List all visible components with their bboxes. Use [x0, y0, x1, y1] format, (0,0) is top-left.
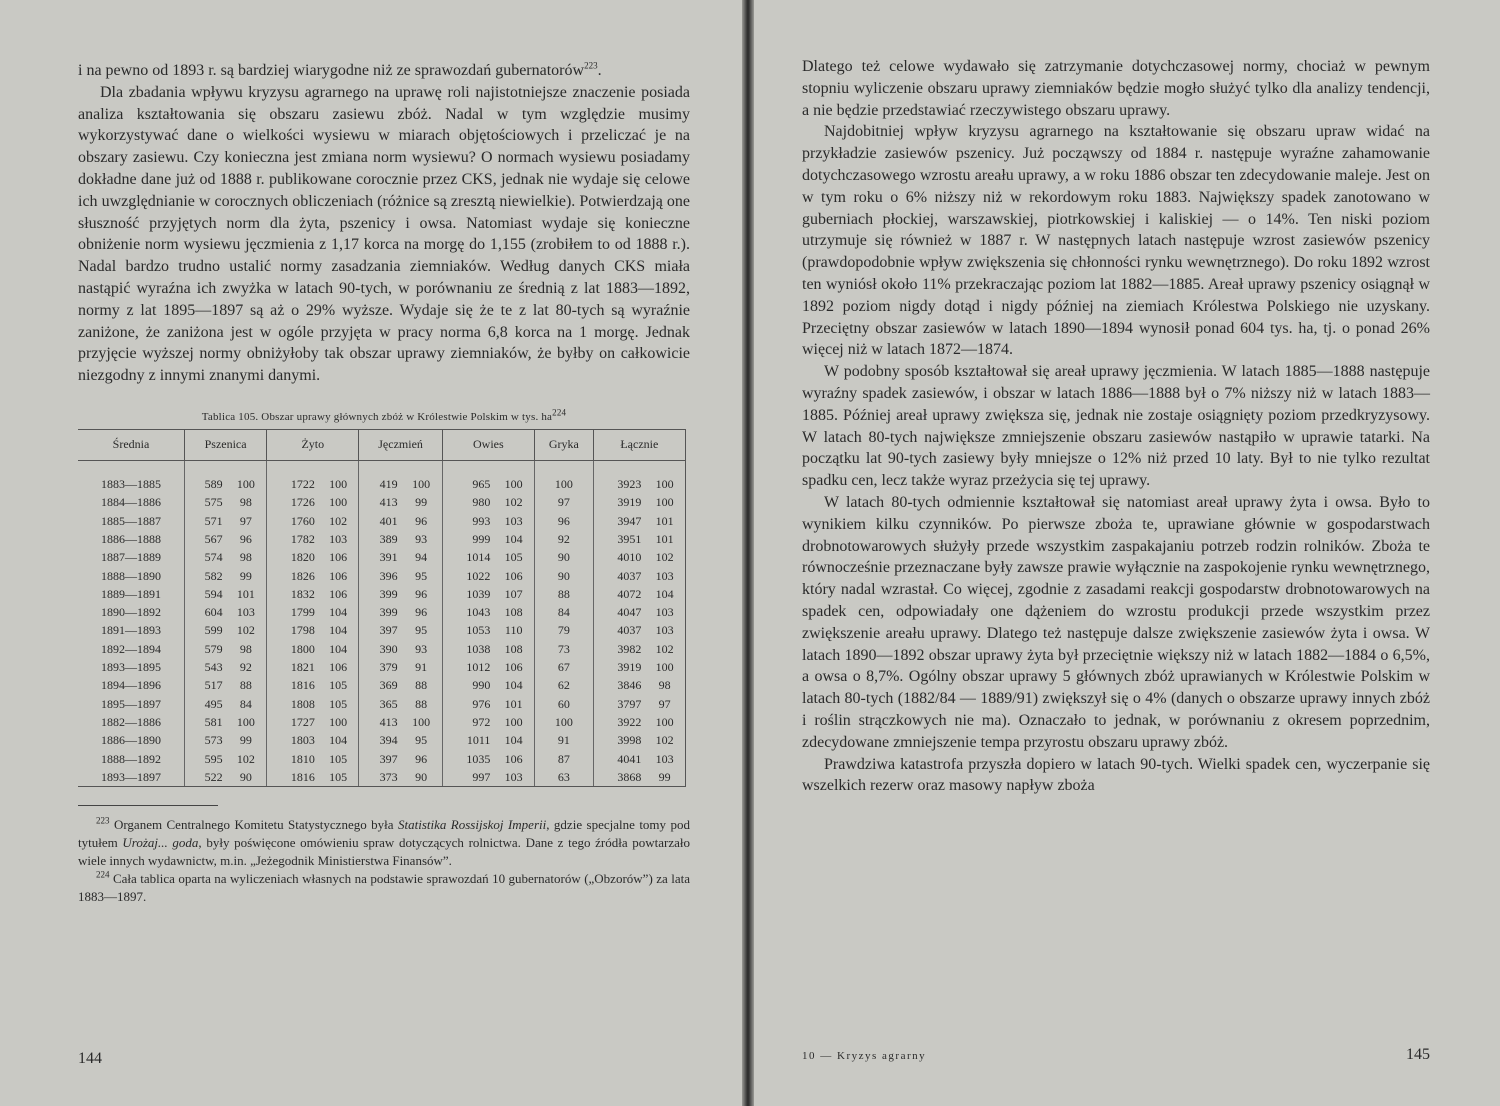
value-cell: 389: [379, 531, 398, 546]
value-cell: 990: [472, 678, 491, 693]
value-cell: 3868: [593, 768, 644, 787]
table-row: [78, 530, 686, 548]
spacer-cell: [493, 460, 534, 475]
value-cell: 3947: [617, 513, 642, 528]
period-cell: 1894—1896: [78, 676, 185, 694]
table-row: [78, 658, 686, 676]
paragraph-catastrophe: Prawdziwa katastrofa przyszła dopiero w latach 90-tych. Wielki spadek cen, wyczerpanie się wszelkich rezerw oraz masowy napływ zboża: [802, 755, 1430, 795]
value-cell: 104: [318, 731, 359, 749]
value-cell: 104: [493, 530, 534, 548]
value-cell: 396: [379, 568, 398, 583]
value-cell: 1821: [290, 660, 315, 675]
value-cell: 98: [226, 493, 267, 511]
value-cell: 102: [226, 621, 267, 639]
value-cell: 104: [318, 603, 359, 621]
value-cell: 100: [644, 713, 685, 731]
value-cell: 1826: [290, 568, 315, 583]
value-cell: 993: [472, 513, 491, 528]
left-page: [0, 0, 742, 1106]
value-cell: 997: [442, 768, 493, 787]
footnote-ref-224[interactable]: 224: [552, 407, 567, 418]
value-cell: 102: [226, 749, 267, 767]
value-cell: 379: [379, 660, 398, 675]
value-cell: 1726: [290, 495, 315, 510]
table-row: [78, 768, 686, 787]
col-header-wheat: Pszenica: [185, 429, 267, 460]
value-cell: 399: [379, 586, 398, 601]
spacer-cell: [267, 460, 318, 475]
value-cell: 1816: [267, 768, 318, 787]
value-cell: 980: [472, 495, 491, 510]
value-cell: 589: [204, 477, 223, 492]
value-cell: 4037: [617, 568, 642, 583]
value-cell: 399: [379, 605, 398, 620]
period-cell: 1892—1894: [78, 640, 185, 658]
value-cell: 365: [379, 696, 398, 711]
value-cell: 103: [493, 768, 534, 787]
value-cell: 99: [226, 731, 267, 749]
value-cell: 100: [493, 475, 534, 493]
value-cell: 100: [318, 475, 359, 493]
value-cell: 103: [644, 566, 685, 584]
spacer-cell: [442, 460, 493, 475]
value-cell: 108: [493, 603, 534, 621]
table-row: [78, 585, 686, 603]
col-header-oats: Owies: [442, 429, 534, 460]
table-row: [78, 749, 686, 767]
value-cell: 105: [318, 768, 359, 787]
table-header-row: [78, 429, 686, 460]
value-cell: 100: [401, 713, 443, 731]
spacer-cell: [534, 460, 593, 475]
value-cell: 102: [318, 512, 359, 530]
period-cell: 1885—1887: [78, 512, 185, 530]
table-row: [78, 603, 686, 621]
value-cell: 1832: [290, 586, 315, 601]
spacer-cell: [78, 460, 185, 475]
value-cell: 1727: [290, 714, 315, 729]
value-cell: 1820: [290, 550, 315, 565]
col-header-total: Łącznie: [593, 429, 685, 460]
value-cell: 96: [401, 512, 443, 530]
value-cell: 91: [401, 658, 443, 676]
value-cell: 98: [226, 548, 267, 566]
period-cell: 1886—1888: [78, 530, 185, 548]
value-cell: 97: [226, 512, 267, 530]
value-cell: 419: [379, 477, 398, 492]
spacer-cell: [359, 460, 401, 475]
table-row: [78, 566, 686, 584]
value-cell: 98: [226, 640, 267, 658]
value-cell: 105: [493, 548, 534, 566]
value-cell: 100: [644, 658, 685, 676]
spacer-cell: [593, 460, 644, 475]
value-cell: 369: [379, 678, 398, 693]
value-cell: 100: [318, 493, 359, 511]
period-cell: 1890—1892: [78, 603, 185, 621]
period-cell: 1883—1885: [78, 475, 185, 493]
spacer-cell: [644, 460, 685, 475]
value-cell: 413: [379, 714, 398, 729]
value-cell: 102: [493, 493, 534, 511]
value-cell: 522: [185, 768, 226, 787]
signature-mark: 10 — Kryzys agrarny: [802, 1050, 927, 1062]
period-cell: 1895—1897: [78, 695, 185, 713]
table-row: [78, 548, 686, 566]
value-cell: 97: [534, 493, 593, 511]
table-row: [78, 493, 686, 511]
value-cell: 972: [472, 714, 491, 729]
value-cell: 1038: [466, 641, 491, 656]
value-cell: 1011: [466, 733, 491, 748]
value-cell: 1022: [466, 568, 491, 583]
paragraph-rye-oats: W latach 80-tych odmiennie kształtował się natomiast areał uprawy żyta i owsa. Było to wynikiem kilku czynników. Po pierwsze zboża te, uprawiane głównie w gospodarstwach drobnotowarowych służyły przede wszystkim zaspakajaniu potrzeb rodzin rolników. Zboża te równocześnie przeznaczane były zawsze prawie wyłącznie na zaspokojenie rynku wewnętrznego, który nadal wzrastał. Co więcej, zgodnie z zasadami reakcji gospodarstw drobnotowarowych na spadek cen, odpowiadały one dążeniem do wzrostu produkcji przede wszystkim przez zwiększenie areału uprawy. Dlatego też następuje dalsze zwiększenie zasiewów żyta i owsa. W latach 1890—1892 obszar uprawy żyta był przeciętnie większy niż w latach 1882—1884 o 6,5%, a owsa o 8,7%. Ogólny obszar uprawy 5 głównych zbóż uprawianych w Królestwie Polskim w latach 80-tych (1882/84 — 1889/91) zwiększył się o 4% (danych o obszarze uprawy innych zbóż i roślin strączkowych nie ma). Oznaczało to jednak, w porównaniu z okresem poprzednim, zdecydowane zmniejszenie tempa przyrostu obszaru uprawy zbóż.: [802, 493, 1430, 751]
value-cell: 94: [401, 548, 443, 566]
table-row: [78, 640, 686, 658]
value-cell: 108: [493, 640, 534, 658]
value-cell: 90: [534, 566, 593, 584]
table-row: [78, 713, 686, 731]
value-cell: 104: [644, 585, 685, 603]
footnote-ref-223[interactable]: 223: [584, 60, 598, 71]
value-cell: 1808: [290, 696, 315, 711]
value-cell: 60: [534, 695, 593, 713]
value-cell: 103: [318, 530, 359, 548]
value-cell: 3922: [617, 714, 642, 729]
value-cell: 102: [644, 731, 685, 749]
col-header-rye: Żyto: [267, 429, 359, 460]
value-cell: 1800: [290, 641, 315, 656]
paragraph-sowing-norms: Dla zbadania wpływu kryzysu agrarnego na uprawę roli najistotniejsze znaczenie posiada analiza kształtowania się obszaru zasiewu zbóż. Nadal w tym względzie musimy wykorzystywać dane o wielkości wysiewu w miarach objętościowych i przeliczać je na obszary zasiewu. Czy konieczna jest zmiana norm wysiewu? O normach wysiewu posiadamy dokładne dane już od 1888 r. publikowane corocznie przez CKS, jednak nie wydaje się celowe ich uwzględnianie w corocznych obliczeniach (różnice są zresztą niewielkie). Potwierdzają one słuszność przyjętych norm dla żyta, pszenicy i owsa. Natomiast wydaje się konieczne obniżenie norm wysiewu jęczmienia z 1,17 korca na morgę do 1,155 (zrobiłem to od 1888 r.). Nadal bardzo trudno ustalić normy zasadzania ziemniaków. Według danych CKS miała nastąpić wyraźna ich zwyżka w latach 90-tych, w porównaniu ze średnią z lat 1883—1892, normy z lat 1895—1897 są aż o 29% wyższe. Wydaje się że te z lat 80-tych są wyraźnie zaniżone, że zaniżona jest w ogóle przyjęta w pracy norma 6,8 korca na 1 morgę. Jednak przyjęcie wyższej normy obniżyłoby tak obszar uprawy ziemniaków, że byłby on całkowicie niezgodny z innymi znanymi danymi.: [78, 83, 690, 385]
value-cell: 1799: [290, 605, 315, 620]
value-cell: 100: [226, 713, 267, 731]
value-cell: 95: [401, 621, 443, 639]
table-row: [78, 676, 686, 694]
value-cell: 104: [493, 731, 534, 749]
table-caption: Tablica 105. Obszar uprawy głównych zbóż w Królestwie Polskim w tys. $ha^{224}$: [201, 407, 567, 423]
value-cell: 3919: [617, 495, 642, 510]
spacer-cell: [226, 460, 267, 475]
value-cell: 96: [401, 749, 443, 767]
value-cell: 105: [318, 749, 359, 767]
page-number-right: 145: [1406, 1046, 1430, 1063]
value-cell: 595: [204, 751, 223, 766]
value-cell: 103: [644, 603, 685, 621]
value-cell: 96: [534, 512, 593, 530]
value-cell: 90: [401, 768, 443, 787]
value-cell: 102: [644, 640, 685, 658]
value-cell: 93: [401, 640, 443, 658]
value-cell: 3846: [617, 678, 642, 693]
value-cell: 100: [534, 475, 593, 493]
value-cell: 100: [226, 475, 267, 493]
value-cell: 582: [204, 568, 223, 583]
value-cell: 62: [534, 676, 593, 694]
table-row: [78, 731, 686, 749]
value-cell: 93: [401, 530, 443, 548]
value-cell: 394: [379, 733, 398, 748]
value-cell: 3923: [617, 477, 642, 492]
value-cell: 92: [534, 530, 593, 548]
value-cell: 84: [226, 695, 267, 713]
value-cell: 1798: [290, 623, 315, 638]
value-cell: 999: [472, 531, 491, 546]
value-cell: 391: [379, 550, 398, 565]
value-cell: 95: [401, 731, 443, 749]
value-cell: 101: [644, 512, 685, 530]
value-cell: 96: [401, 603, 443, 621]
value-cell: 574: [204, 550, 223, 565]
value-cell: 104: [318, 621, 359, 639]
value-cell: 965: [472, 477, 491, 492]
value-cell: 101: [493, 695, 534, 713]
value-cell: 90: [534, 548, 593, 566]
value-cell: 88: [534, 585, 593, 603]
footnote-224: $^{224}$ Cała tablica oparta na wyliczeniach własnych na podstawie sprawozdań 10 gubernatorów („Obzorów”) za lata 1883—1897.: [78, 869, 690, 904]
period-cell: 1893—1897: [78, 768, 185, 787]
value-cell: 373: [359, 768, 401, 787]
period-cell: 1888—1892: [78, 749, 185, 767]
value-cell: 102: [644, 548, 685, 566]
value-cell: 1816: [290, 678, 315, 693]
value-cell: 103: [644, 749, 685, 767]
value-cell: 101: [644, 530, 685, 548]
value-cell: 1053: [466, 623, 491, 638]
period-cell: 1889—1891: [78, 585, 185, 603]
value-cell: 1012: [466, 660, 491, 675]
value-cell: 1035: [466, 751, 491, 766]
col-header-buckwheat: Gryka: [534, 429, 593, 460]
value-cell: 567: [204, 531, 223, 546]
footnote-divider: [78, 805, 218, 806]
grain-area-table: [78, 429, 686, 787]
value-cell: 573: [204, 733, 223, 748]
value-cell: 100: [401, 475, 443, 493]
value-cell: 1810: [290, 751, 315, 766]
value-cell: 106: [318, 585, 359, 603]
value-cell: 106: [318, 566, 359, 584]
value-cell: 106: [493, 566, 534, 584]
value-cell: 3919: [617, 660, 642, 675]
paragraph-barley: W podobny sposób kształtował się areał uprawy jęczmienia. W latach 1885—1888 następuje wyraźny spadek zasiewów, i obszar w latach 1886—1888 był o 7% niższy niż w latach 1883—1885. Później areał uprawy zwiększa się, jednak nie zostaje osiągnięty poziom przedkryzysowy. W latach 80-tych największe zmniejszenie obszaru zasiewów nastąpiło w uprawie tatarki. Na początku lat 90-tych zasiewy były mniejsze o 12% niż przed 10 laty. Był to nie tylko rezultat spadku cen, lecz także wyraz przeżycia się tej uprawy.: [802, 363, 1430, 490]
value-cell: 101: [226, 585, 267, 603]
value-cell: 63: [534, 768, 593, 787]
value-cell: 88: [401, 676, 443, 694]
value-cell: 397: [379, 751, 398, 766]
page-number-left: 144: [78, 1050, 102, 1067]
value-cell: 96: [226, 530, 267, 548]
value-cell: 110: [493, 621, 534, 639]
value-cell: 99: [644, 768, 685, 787]
value-cell: 106: [318, 548, 359, 566]
col-header-barley: Jęczmień: [359, 429, 442, 460]
value-cell: 100: [493, 713, 534, 731]
value-cell: 87: [534, 749, 593, 767]
value-cell: 105: [318, 676, 359, 694]
period-cell: 1887—1889: [78, 548, 185, 566]
period-cell: 1891—1893: [78, 621, 185, 639]
value-cell: 104: [493, 676, 534, 694]
right-page: [754, 0, 1500, 1106]
value-cell: 95: [401, 566, 443, 584]
spacer-cell: [318, 460, 359, 475]
value-cell: 4047: [617, 605, 642, 620]
value-cell: 79: [534, 621, 593, 639]
value-cell: 3982: [617, 641, 642, 656]
value-cell: 4010: [617, 550, 642, 565]
value-cell: 517: [204, 678, 223, 693]
value-cell: 103: [644, 621, 685, 639]
value-cell: 67: [534, 658, 593, 676]
value-cell: 84: [534, 603, 593, 621]
table-row: [78, 512, 686, 530]
value-cell: 1043: [466, 605, 491, 620]
spacer-cell: [185, 460, 226, 475]
value-cell: 571: [204, 513, 223, 528]
intro-paragraph: i na pewno od 1893 r. są bardziej wiarygodne niż ze sprawozdań gubernatorów$^{223}$.: [78, 60, 602, 79]
value-cell: 1803: [290, 733, 315, 748]
value-cell: 3998: [617, 733, 642, 748]
paragraph-wheat: Najdobitniej wpływ kryzysu agrarnego na kształtowanie się obszaru upraw widać na przykładzie zasiewów pszenicy. Już począwszy od 1884 r. następuje wyraźne zahamowanie dotychczasowego wzrostu areału uprawy, a w roku 1886 obszar ten zdecydowanie maleje. Jest on w tym roku o 6% niższy niż w rekordowym roku 1883. Największy spadek zanotowano w guberniach płockiej, warszawskiej, piotrkowskiej i kaliskiej — o 14%. Ten niski poziom utrzymuje się również w 1887 r. W następnych latach następuje wzrost zasiewów pszenicy (prawdopodobnie wpływ zwiększenia się chłonności rynku wewnętrznego). Do roku 1892 wzrost ten wyniósł około 11% przekraczając poziom lat 1882—1885. Areał uprawy pszenicy osiągnął w 1892 poziom nigdy dotąd i nigdy później na ziemiach Królestwa Polskiego nie uzyskany. Przeciętny obszar zasiewów w latach 1890—1894 wynosił ponad 604 tys. ha, tj. o ponad 26% więcej niż w latach 1872—1874.: [802, 123, 1430, 359]
value-cell: 4037: [617, 623, 642, 638]
value-cell: 3951: [617, 531, 642, 546]
value-cell: 1722: [290, 477, 315, 492]
value-cell: 976: [472, 696, 491, 711]
value-cell: 1039: [466, 586, 491, 601]
period-cell: 1893—1895: [78, 658, 185, 676]
value-cell: 594: [204, 586, 223, 601]
value-cell: 105: [318, 695, 359, 713]
value-cell: 107: [493, 585, 534, 603]
value-cell: 88: [401, 695, 443, 713]
value-cell: 99: [401, 493, 443, 511]
value-cell: 88: [226, 676, 267, 694]
value-cell: 103: [226, 603, 267, 621]
value-cell: 397: [379, 623, 398, 638]
value-cell: 100: [318, 713, 359, 731]
value-cell: 104: [318, 640, 359, 658]
table-row: [78, 695, 686, 713]
value-cell: 3797: [617, 696, 642, 711]
value-cell: 100: [644, 493, 685, 511]
value-cell: 98: [644, 676, 685, 694]
value-cell: 73: [534, 640, 593, 658]
value-cell: 1760: [290, 513, 315, 528]
period-cell: 1882—1886: [78, 713, 185, 731]
book-gutter: [742, 0, 754, 1106]
value-cell: 1014: [466, 550, 491, 565]
value-cell: 401: [379, 513, 398, 528]
spacer-cell: [401, 460, 443, 475]
value-cell: 100: [534, 713, 593, 731]
period-cell: 1886—1890: [78, 731, 185, 749]
value-cell: 579: [204, 641, 223, 656]
value-cell: 90: [226, 768, 267, 787]
value-cell: 100: [644, 475, 685, 493]
table-spacer-row: [78, 460, 686, 475]
table-row: [78, 475, 686, 493]
value-cell: 96: [401, 585, 443, 603]
value-cell: 604: [204, 605, 223, 620]
value-cell: 92: [226, 658, 267, 676]
value-cell: 599: [204, 623, 223, 638]
value-cell: 97: [644, 695, 685, 713]
value-cell: 103: [493, 512, 534, 530]
value-cell: 4041: [617, 751, 642, 766]
paragraph-continuation: Dlatego też celowe wydawało się zatrzymanie dotychczasowej normy, chociaż w pewnym stopniu wyliczenie obszaru uprawy ziemniaków będzie mogło służyć tylko dla analizy tendencji, a nie będzie przedstawiać rzeczywistego obszaru uprawy.: [802, 58, 1430, 119]
value-cell: 543: [204, 660, 223, 675]
value-cell: 1782: [290, 531, 315, 546]
period-cell: 1884—1886: [78, 493, 185, 511]
col-header-period: Średnia: [78, 429, 185, 460]
value-cell: 413: [379, 495, 398, 510]
period-cell: 1888—1890: [78, 566, 185, 584]
table-row: [78, 621, 686, 639]
value-cell: 106: [318, 658, 359, 676]
value-cell: 91: [534, 731, 593, 749]
value-cell: 581: [204, 714, 223, 729]
footnote-223: $^{223}$ Organem Centralnego Komitetu Statystycznego była Statistika Rossijskoj Imperii, gdzie specjalne tomy pod tytułem Urożaj... goda, były poświęcone omówieniu spraw dotyczących rolnictwa. Dane z tego źródła powtarzało wiele innych wydawnictw, m.in. „Jeżegodnik Ministierstwa Finansów”.: [78, 815, 691, 868]
value-cell: 390: [379, 641, 398, 656]
value-cell: 575: [204, 495, 223, 510]
value-cell: 495: [204, 696, 223, 711]
value-cell: 106: [493, 658, 534, 676]
value-cell: 99: [226, 566, 267, 584]
value-cell: 106: [493, 749, 534, 767]
value-cell: 4072: [617, 586, 642, 601]
